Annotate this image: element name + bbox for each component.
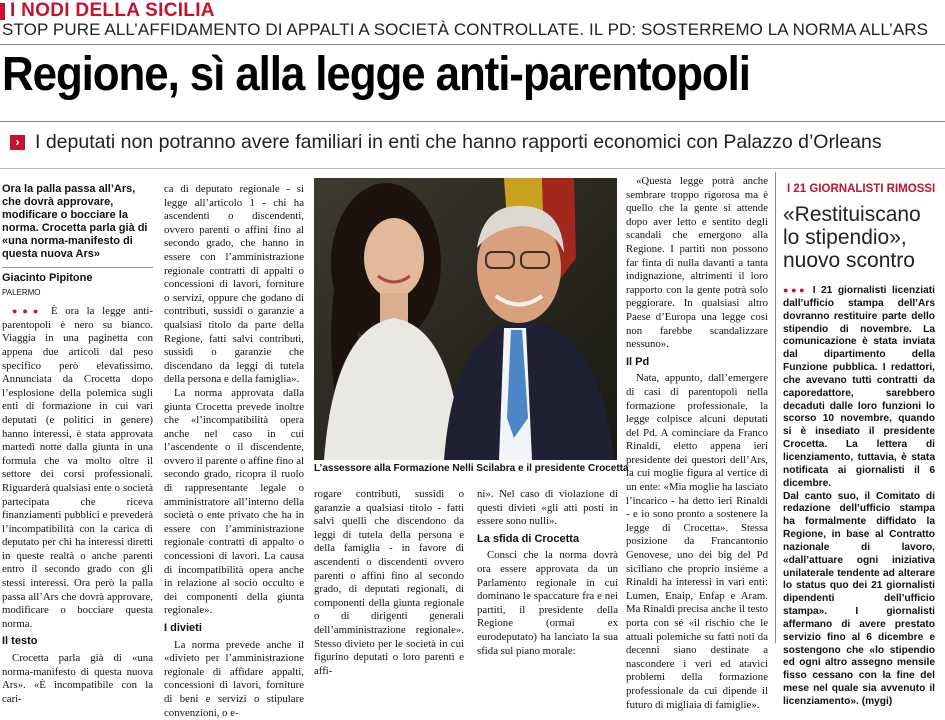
subheading-testo: Il testo xyxy=(2,635,38,648)
sidebar-label-text: I 21 GIORNALISTI RIMOSSI xyxy=(787,183,936,195)
article-paragraph: La norma approvata dalla giunta Crocetta prevede inoltre che «l’incompatibilità opera anche nel caso in cui l’ascendente o il discendente, ovvero il parente o affine fino al secondo grado, ricopra il ruolo di rappresentante legale o amministratore all’interno della società o ente privato che ha in essere con l’amministrazione regionale contratti di appalto o concessioni di lavori. La causa di incompatibilità opera anche in relazione al socio occulto e dei componenti della giunta regionale». xyxy=(164,386,304,617)
kicker: STOP PURE ALL’AFFIDAMENTO DI APPALTI A SOCIETÀ CONTROLLATE. IL PD: SOSTERREMO LA NORMA ALL’ARS xyxy=(2,20,929,39)
section-marker xyxy=(0,3,5,20)
sidebar-title: «Restituiscano lo stipendio», nuovo scontro xyxy=(783,203,921,272)
sidebar-paragraph xyxy=(783,491,935,709)
sidebar-paragraph-text: Dal canto suo, il Comitato di redazione dell’ufficio stampa ha formalmente diffidato la Regione, in base al Contratto nazionale di lavoro, «dall’attuare ogni iniziativa unilaterale tendente ad alterare lo status quo dei 21 giornalisti dipendenti dell’ufficio stampa». I giornalisti affermano di avere prestato servizio fino al 6 dicembre e sostengono che «lo stipendio ed ogni altro assegno mensile fisso cessano con la fine del mese nel quale sia avvenuto il licenziamento». (mygi) xyxy=(783,490,935,707)
sidebar-paragraph-text: I 21 giornalisti licenziati dall’ufficio stampa dell’Ars dovranno restituire parte dello stipendio di novembre. La comunicazione è stata inviata dal dipartimento della Funzione pubblica. I redattori, che avevano tutti contratti da caporedattore, sarebbero decaduti dalle loro funzioni lo scorso 10 novembre, quando si è insediato il presidente Crocetta. La lettera di licenziamento, tuttavia, è stata notificata ai giornalisti il 6 dicembre. xyxy=(783,285,935,489)
article-lead: Ora la palla passa all’Ars, che dovrà approvare, modificare o bocciare la norma. Crocetta parla già di «una norma-manifesto di questa nuova Ars» xyxy=(2,183,148,260)
byline: Giacinto Pipitone xyxy=(2,272,93,284)
article-paragraph: Crocetta parla già di «una norma-manifesto di questa nuova Ars». «È incompatibile con la cari- xyxy=(2,652,153,705)
sidebar-divider xyxy=(775,172,776,643)
sidebar-paragraph xyxy=(783,284,935,491)
article-paragraph: rogare contributi, sussidi o garanzie a qualsiasi titolo - fatti salvi quelli che discendono da leggi di tutela della persona e della famiglia - in favore di ascendenti o discendenti ovvero parenti o affini fino al secondo grado, di deputati regionali, di componenti della giunta regionale o di dirigenti generali dell’amministrazione regionale». Stesso divieto per le società in cui figurino deputati o loro parenti e affi- xyxy=(314,488,464,677)
bullet-dots: ●●● xyxy=(12,306,44,317)
divider-top xyxy=(0,44,945,45)
headline: Regione, sì alla legge anti-parentopoli xyxy=(2,48,750,101)
subheading-pd: Il Pd xyxy=(626,355,650,368)
article-paragraph xyxy=(2,305,153,631)
sidebar-label xyxy=(783,183,935,195)
subheading-sfida: La sfida di Crocetta xyxy=(477,532,580,545)
sidebar-box xyxy=(783,183,935,709)
photo-caption: L’assessore alla Formazione Nelli Scilabra e il presidente Crocetta xyxy=(314,463,629,474)
subhead xyxy=(10,131,882,154)
section-label-text: I NODI DELLA SICILIA xyxy=(10,0,215,21)
sidebar-body xyxy=(783,284,935,709)
subheading-divieti: I divieti xyxy=(164,622,202,634)
article-paragraph: «Questa legge potrà anche sembrare troppo rigorosa ma è quello che la gente si attende dopo aver letto e sentito degli scandali che emergono alla Regione. I partiti non possono far finta di nulla davanti a tanta indignazione, altrimenti il loro rapporto con la gente potrà solo peggiorare. In qualsiasi altro Paese d’Europa una legge così non farebbe scandalizzare nessuno». xyxy=(626,175,768,351)
paragraph-text: È ora la legge anti-parentopoli è nero su bianco. Viaggia in una paginetta con appena due articoli dal peso specifico però elevatissimo. Annunciata da Crocetta dopo l’esplosione della polemica sugli enti di formazione in cui vari deputati (e politici in genere) hanno interessi, è stata approvata martedì notte dalla giunta in una formula che va molto oltre il settore dei corsi professionali. Riguarderà qualsiasi ente o società partecipata che riceva finanziamenti pubblici e prevederà l’incompatibilità con la carica di deputato per chi ha interessi diretti in queste realtà o anche parenti entro il secondo grado con gli stessi interessi. Ora però la palla passa all’Ars che dovrà approvare, modificare o bocciare questa norma. xyxy=(2,305,153,630)
article-paragraph: ni». Nel caso di violazione di questi divieti «gli atti posti in essere sono nulli». xyxy=(477,488,618,528)
section-label xyxy=(0,0,215,22)
article-paragraph: Nata, appunto, dall’emergere di casi di parentopoli nella formazione professionale, la legge colpisce alcuni deputati del Pd. A cominciare da Franco Rinaldi, eletto appena ieri presidente dei questori dell’Ars, la cui moglie figura al vertice di un ente: «Mia moglie ha lasciato l’incarico - ha detto ieri Rinaldi - e io sono pronto a sostenere la legge di Crocetta». Stessa posizione da Francantonio Genovese, uno dei big del Pd siciliano che proprio insieme a Rinaldi ha interessi in vari enti: Lumen, Enaip, Enfap e Aram. Ma Rinaldi precisa anche il testo porta con sé «il rischio che le attuali polemiche su fatti noti da decenni siano destinate a nascondere i veri ed atavici problemi della formazione professionale da cui dipende il futuro di migliaia di famiglie». xyxy=(626,372,768,711)
photo-scilabra-crocetta xyxy=(314,178,617,460)
chevron-right-icon: › xyxy=(10,135,25,150)
article-column-3 xyxy=(314,488,464,678)
divider-headline xyxy=(0,121,945,122)
article-column-4 xyxy=(477,488,618,658)
article-column-5 xyxy=(626,175,768,712)
subhead-text: I deputati non potranno avere familiari in enti che hanno rapporti economici con Palazzo d’Orleans xyxy=(35,131,882,153)
article-column-1 xyxy=(2,183,153,706)
bullet-dots: ●●● xyxy=(783,285,808,295)
divider-subhead xyxy=(0,168,945,169)
article-paragraph: La norma prevede anche il «divieto per l’amministrazione regionale di affidare appalti, concessioni di lavori, forniture di beni e servizi o stipulare convenzioni, o e- xyxy=(164,638,304,719)
photo-illustration xyxy=(314,178,617,460)
article-column-2 xyxy=(164,183,304,720)
article-paragraph: Consci che la norma dovrà ora essere approvata da un Parlamento regionale in cui dominano le spaccature fra e nei partiti, il presidente della Regione (ormai ex eurodeputato) ha lanciato la sua sfida sul piano morale: xyxy=(477,549,618,657)
lead-divider xyxy=(2,267,153,268)
article-paragraph: ca di deputato regionale - si legge all’articolo 1 - chi ha ascendenti o discendenti, ovvero parenti o affini fino al secondo grado, che hanno in essere con l’amministrazione regionale contratti di appalti o concessioni di lavori, forniture o servizi, oppure che godano di contributi, sussidi o garanzie a qualsiasi titolo da parte della Regione, fatti salvi contributi, sussidi o garanzie che discendano da leggi di tutela della persona e della famiglia». xyxy=(164,183,304,386)
dateline: PALERMO xyxy=(2,287,41,297)
